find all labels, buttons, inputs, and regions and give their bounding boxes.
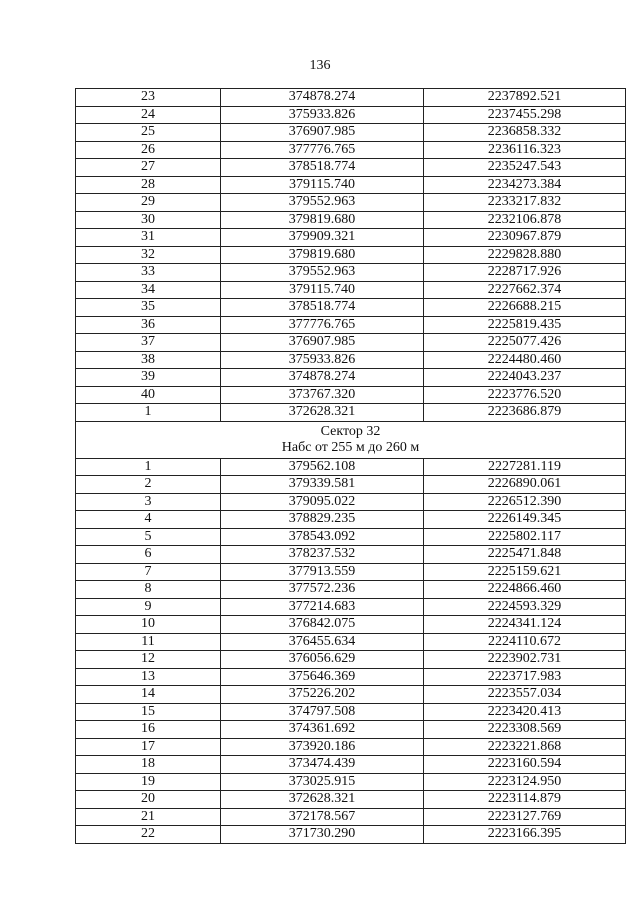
point-number-cell: 29 (76, 194, 221, 212)
point-number-cell: 13 (76, 668, 221, 686)
table-row (76, 668, 626, 686)
table-row (76, 124, 626, 142)
y-coordinate-cell: 2224043.237 (424, 369, 626, 387)
y-coordinate-cell: 2227662.374 (424, 281, 626, 299)
x-coordinate-cell: 379552.963 (221, 194, 424, 212)
table-row (76, 476, 626, 494)
table-row (76, 493, 626, 511)
point-number-cell: 25 (76, 124, 221, 142)
point-number-cell: 14 (76, 686, 221, 704)
table-row (76, 651, 626, 669)
x-coordinate-cell: 377776.765 (221, 141, 424, 159)
y-coordinate-cell: 2227281.119 (424, 458, 626, 476)
x-coordinate-cell: 372628.321 (221, 791, 424, 809)
y-coordinate-cell: 2235247.543 (424, 159, 626, 177)
point-number-cell: 40 (76, 386, 221, 404)
y-coordinate-cell: 2224110.672 (424, 633, 626, 651)
point-number-cell: 7 (76, 563, 221, 581)
y-coordinate-cell: 2237455.298 (424, 106, 626, 124)
point-number-cell: 38 (76, 351, 221, 369)
x-coordinate-cell: 371730.290 (221, 826, 424, 844)
x-coordinate-cell: 376056.629 (221, 651, 424, 669)
point-number-cell: 21 (76, 808, 221, 826)
point-number-cell: 16 (76, 721, 221, 739)
coordinates-table-bottom-body (76, 458, 626, 843)
x-coordinate-cell: 373025.915 (221, 773, 424, 791)
point-number-cell: 34 (76, 281, 221, 299)
table-row (76, 106, 626, 124)
table-row (76, 528, 626, 546)
point-number-cell: 24 (76, 106, 221, 124)
table-row (76, 194, 626, 212)
sector-header-cell (76, 421, 626, 458)
y-coordinate-cell: 2223114.879 (424, 791, 626, 809)
x-coordinate-cell: 374361.692 (221, 721, 424, 739)
point-number-cell: 28 (76, 176, 221, 194)
x-coordinate-cell: 378518.774 (221, 159, 424, 177)
table-row (76, 386, 626, 404)
point-number-cell: 8 (76, 581, 221, 599)
point-number-cell: 12 (76, 651, 221, 669)
table-row (76, 686, 626, 704)
y-coordinate-cell: 2223124.950 (424, 773, 626, 791)
y-coordinate-cell: 2226512.390 (424, 493, 626, 511)
table-row (76, 808, 626, 826)
x-coordinate-cell: 379909.321 (221, 229, 424, 247)
coordinates-table-top-body (76, 89, 626, 422)
point-number-cell: 32 (76, 246, 221, 264)
point-number-cell: 36 (76, 316, 221, 334)
x-coordinate-cell: 375226.202 (221, 686, 424, 704)
x-coordinate-cell: 373474.439 (221, 756, 424, 774)
point-number-cell: 23 (76, 89, 221, 107)
y-coordinate-cell: 2224480.460 (424, 351, 626, 369)
point-number-cell: 18 (76, 756, 221, 774)
table-row (76, 229, 626, 247)
table-row (76, 511, 626, 529)
table-row (76, 211, 626, 229)
page-number: 136 (309, 58, 331, 73)
table-row (76, 616, 626, 634)
point-number-cell: 4 (76, 511, 221, 529)
y-coordinate-cell: 2225077.426 (424, 334, 626, 352)
point-number-cell: 5 (76, 528, 221, 546)
x-coordinate-cell: 378543.092 (221, 528, 424, 546)
y-coordinate-cell: 2223160.594 (424, 756, 626, 774)
x-coordinate-cell: 375933.826 (221, 351, 424, 369)
x-coordinate-cell: 375646.369 (221, 668, 424, 686)
y-coordinate-cell: 2224593.329 (424, 598, 626, 616)
x-coordinate-cell: 375933.826 (221, 106, 424, 124)
point-number-cell: 31 (76, 229, 221, 247)
x-coordinate-cell: 373920.186 (221, 738, 424, 756)
table-row (76, 563, 626, 581)
y-coordinate-cell: 2223127.769 (424, 808, 626, 826)
x-coordinate-cell: 373767.320 (221, 386, 424, 404)
point-number-cell: 6 (76, 546, 221, 564)
table-row (76, 264, 626, 282)
x-coordinate-cell: 376907.985 (221, 124, 424, 142)
x-coordinate-cell: 379562.108 (221, 458, 424, 476)
table-row (76, 581, 626, 599)
y-coordinate-cell: 2225819.435 (424, 316, 626, 334)
x-coordinate-cell: 379819.680 (221, 211, 424, 229)
x-coordinate-cell: 376842.075 (221, 616, 424, 634)
point-number-cell: 2 (76, 476, 221, 494)
x-coordinate-cell: 374797.508 (221, 703, 424, 721)
y-coordinate-cell: 2225802.117 (424, 528, 626, 546)
table-row (76, 281, 626, 299)
point-number-cell: 17 (76, 738, 221, 756)
table-row (76, 316, 626, 334)
x-coordinate-cell: 377913.559 (221, 563, 424, 581)
point-number-cell: 26 (76, 141, 221, 159)
x-coordinate-cell: 379552.963 (221, 264, 424, 282)
x-coordinate-cell: 379819.680 (221, 246, 424, 264)
table-row (76, 756, 626, 774)
table-row (76, 738, 626, 756)
point-number-cell: 35 (76, 299, 221, 317)
sector-title: Сектор 32 (320, 423, 381, 439)
y-coordinate-cell: 2226688.215 (424, 299, 626, 317)
x-coordinate-cell: 374878.274 (221, 89, 424, 107)
y-coordinate-cell: 2236858.332 (424, 124, 626, 142)
table-row (76, 633, 626, 651)
y-coordinate-cell: 2226149.345 (424, 511, 626, 529)
point-number-cell: 19 (76, 773, 221, 791)
y-coordinate-cell: 2224341.124 (424, 616, 626, 634)
coordinates-table (75, 88, 626, 844)
sector-subtitle: Набс от 255 м до 260 м (281, 439, 420, 455)
table-row (76, 598, 626, 616)
point-number-cell: 1 (76, 458, 221, 476)
y-coordinate-cell: 2229828.880 (424, 246, 626, 264)
x-coordinate-cell: 377776.765 (221, 316, 424, 334)
y-coordinate-cell: 2223776.520 (424, 386, 626, 404)
y-coordinate-cell: 2225159.621 (424, 563, 626, 581)
point-number-cell: 10 (76, 616, 221, 634)
table-row (76, 404, 626, 422)
point-number-cell: 30 (76, 211, 221, 229)
sector-header-row (76, 421, 626, 458)
y-coordinate-cell: 2223557.034 (424, 686, 626, 704)
table-row (76, 826, 626, 844)
y-coordinate-cell: 2224866.460 (424, 581, 626, 599)
y-coordinate-cell: 2223420.413 (424, 703, 626, 721)
y-coordinate-cell: 2223221.868 (424, 738, 626, 756)
point-number-cell: 1 (76, 404, 221, 422)
table-row (76, 773, 626, 791)
x-coordinate-cell: 379115.740 (221, 281, 424, 299)
y-coordinate-cell: 2223166.395 (424, 826, 626, 844)
y-coordinate-cell: 2233217.832 (424, 194, 626, 212)
table-row (76, 791, 626, 809)
y-coordinate-cell: 2223717.983 (424, 668, 626, 686)
table-row (76, 458, 626, 476)
y-coordinate-cell: 2232106.878 (424, 211, 626, 229)
y-coordinate-cell: 2225471.848 (424, 546, 626, 564)
y-coordinate-cell: 2223902.731 (424, 651, 626, 669)
y-coordinate-cell: 2228717.926 (424, 264, 626, 282)
x-coordinate-cell: 378237.532 (221, 546, 424, 564)
x-coordinate-cell: 379339.581 (221, 476, 424, 494)
point-number-cell: 39 (76, 369, 221, 387)
y-coordinate-cell: 2226890.061 (424, 476, 626, 494)
table-row (76, 159, 626, 177)
x-coordinate-cell: 372178.567 (221, 808, 424, 826)
y-coordinate-cell: 2237892.521 (424, 89, 626, 107)
table-row (76, 176, 626, 194)
point-number-cell: 15 (76, 703, 221, 721)
y-coordinate-cell: 2236116.323 (424, 141, 626, 159)
table-row (76, 721, 626, 739)
point-number-cell: 11 (76, 633, 221, 651)
table-row (76, 546, 626, 564)
table-row (76, 369, 626, 387)
point-number-cell: 3 (76, 493, 221, 511)
table-row (76, 299, 626, 317)
x-coordinate-cell: 378829.235 (221, 511, 424, 529)
point-number-cell: 9 (76, 598, 221, 616)
table-row (76, 334, 626, 352)
x-coordinate-cell: 379115.740 (221, 176, 424, 194)
x-coordinate-cell: 376455.634 (221, 633, 424, 651)
x-coordinate-cell: 377572.236 (221, 581, 424, 599)
table-row (76, 141, 626, 159)
x-coordinate-cell: 372628.321 (221, 404, 424, 422)
sector-header-body (76, 421, 626, 458)
y-coordinate-cell: 2223308.569 (424, 721, 626, 739)
x-coordinate-cell: 376907.985 (221, 334, 424, 352)
table-row (76, 246, 626, 264)
x-coordinate-cell: 374878.274 (221, 369, 424, 387)
table-row (76, 703, 626, 721)
x-coordinate-cell: 379095.022 (221, 493, 424, 511)
point-number-cell: 33 (76, 264, 221, 282)
y-coordinate-cell: 2234273.384 (424, 176, 626, 194)
y-coordinate-cell: 2230967.879 (424, 229, 626, 247)
point-number-cell: 20 (76, 791, 221, 809)
x-coordinate-cell: 378518.774 (221, 299, 424, 317)
point-number-cell: 37 (76, 334, 221, 352)
point-number-cell: 27 (76, 159, 221, 177)
table-row (76, 89, 626, 107)
y-coordinate-cell: 2223686.879 (424, 404, 626, 422)
x-coordinate-cell: 377214.683 (221, 598, 424, 616)
point-number-cell: 22 (76, 826, 221, 844)
table-row (76, 351, 626, 369)
